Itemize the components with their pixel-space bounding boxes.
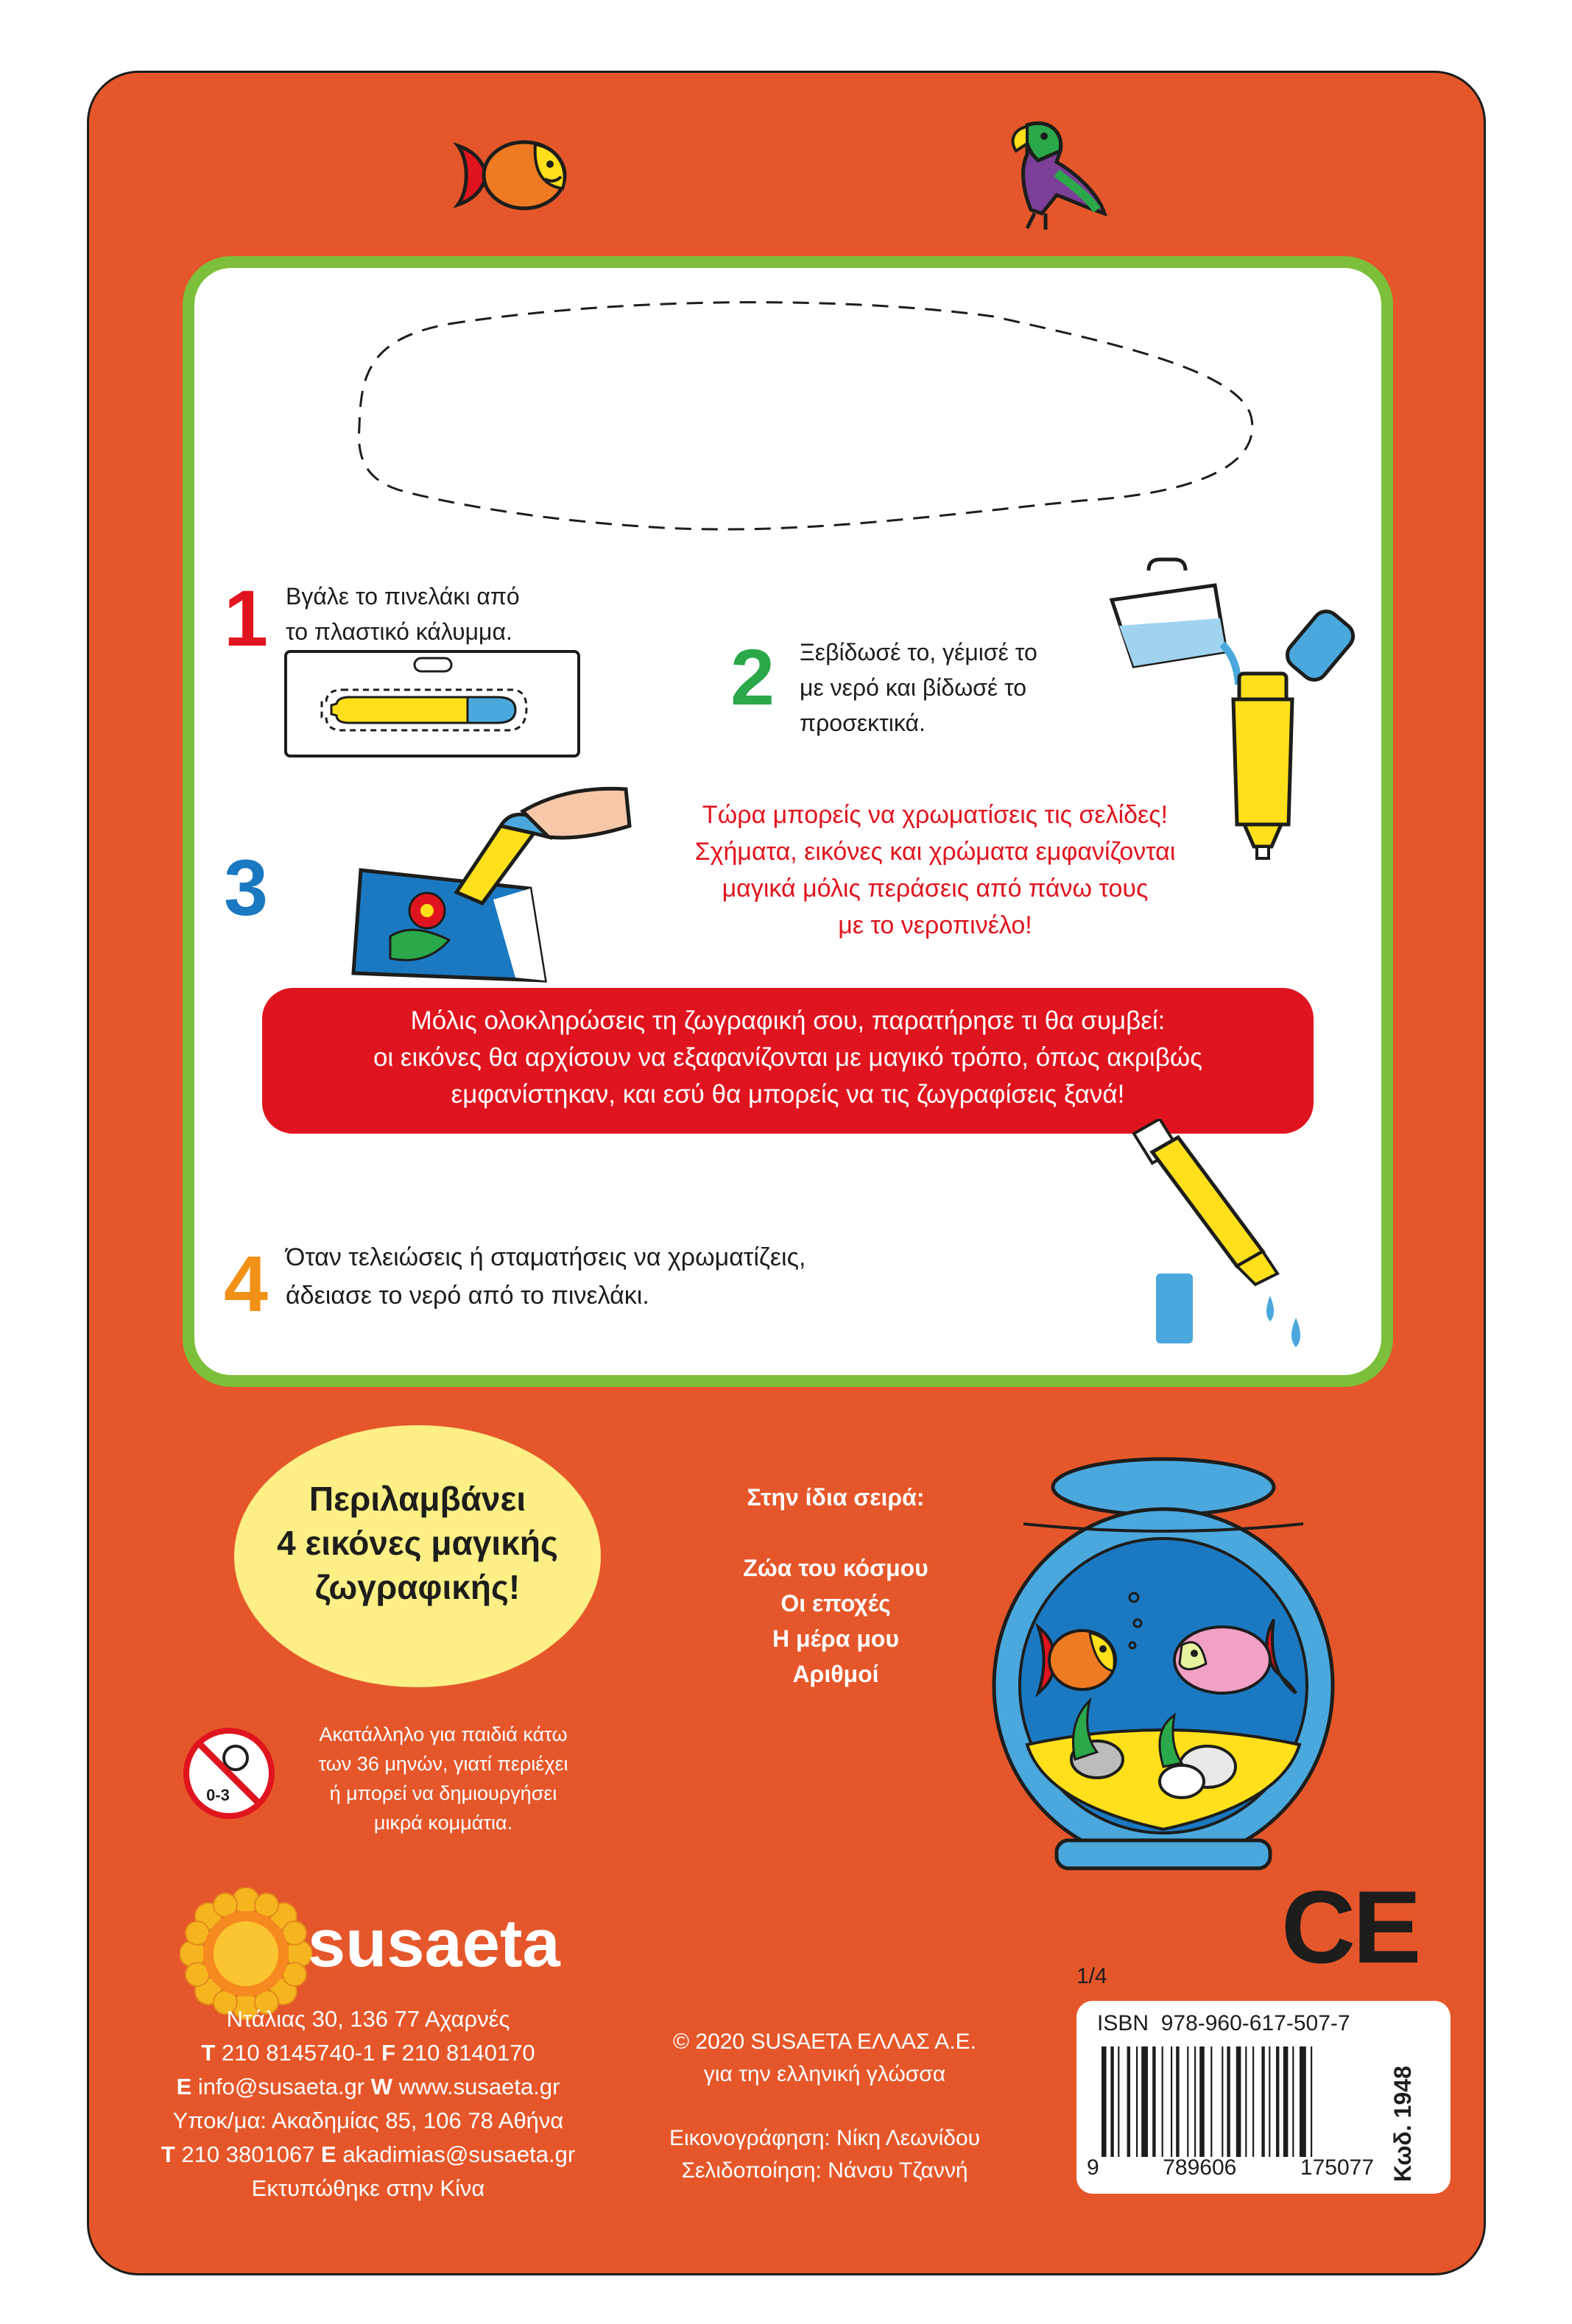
credits: Εικονογράφηση: Νίκη Λεωνίδου Σελιδοποίηση: Νάνσυ Τζαννή (669, 2126, 981, 2183)
step-2-number: 2 (730, 632, 775, 721)
barcode-bar (1162, 2046, 1163, 2157)
step-3-text: Τώρα μπορείς να χρωματίσεις τις σελίδες! Σχήματα, εικόνες και χρώματα εμφανίζονται μαγικά μόλις περάσεις από πάνω τους με το νεροπινέλο! (694, 801, 1176, 939)
barcode-bar (1176, 2046, 1179, 2157)
step-1-number: 1 (224, 573, 269, 663)
barcode-bar (1236, 2046, 1241, 2157)
barcode-digit-group: 789606 (1163, 2155, 1237, 2180)
barcode-bar (1187, 2046, 1188, 2157)
age-warning-text: Ακατάλληλο για παιδιά κάτω των 36 μηνών, γιατί περιέχει ή μπορεί να δημιουργήσει μικρά κομμάτια. (318, 1723, 568, 1834)
hand-painting-icon (346, 782, 633, 995)
step-1-text: Βγάλε το πινελάκι από το πλαστικό κάλυμμα. (286, 583, 520, 645)
emptying-brush-icon (1127, 1119, 1318, 1355)
barcode-bar (1276, 2046, 1279, 2157)
barcode (1099, 2046, 1371, 2157)
barcode-bar (1171, 2046, 1172, 2157)
barcode-bar (1194, 2046, 1196, 2157)
barcode-bar (1110, 2046, 1113, 2157)
barcode-bar (1283, 2046, 1289, 2157)
barcode-bar (1252, 2046, 1254, 2157)
sun-logo-icon (180, 1887, 312, 2020)
barcode-bar (1136, 2046, 1138, 2157)
ce-mark: CE (1281, 1869, 1419, 1985)
barcode-bar (1118, 2046, 1119, 2157)
series-title: Αριθμοί (792, 1661, 879, 1687)
notice-box: Μόλις ολοκληρώσεις τη ζωγραφική σου, παρατήρησε τι θα συμβεί: οι εικόνες θα αρχίσουν να εξαφανίζονται με μαγικό τρόπο, όπως ακριβώς εμφανίστηκαν, και εσύ θα μπορείς να τις ζωγραφίσεις ξανά! (262, 988, 1314, 1134)
barcode-bar (1245, 2046, 1247, 2157)
barcode-bar (1102, 2046, 1107, 2157)
barcode-bar (1311, 2046, 1312, 2157)
barcode-bar (1261, 2046, 1264, 2157)
brush-package-icon (283, 649, 582, 760)
step-3-number: 3 (224, 843, 269, 932)
series-title: Οι εποχές (780, 1590, 891, 1617)
barcode-digit-group: 175077 (1300, 2155, 1374, 2180)
barcode-bar (1141, 2046, 1148, 2157)
series-list (648, 1480, 1023, 1692)
barcode-digit-group: 9 (1087, 2155, 1099, 2180)
barcode-bar (1222, 2046, 1223, 2157)
dashed-cutout-outline (346, 280, 1266, 559)
step-4-text: Όταν τελειώσεις ή σταματήσεις να χρωματίζεις, άδειασε το νερό από το πινελάκι. (286, 1243, 806, 1310)
publisher-name: susaeta (308, 1906, 560, 1981)
product-code: Κωδ. 1948 (1389, 2066, 1416, 2182)
series-title: Η μέρα μου (772, 1625, 900, 1652)
fishbowl-icon (987, 1450, 1340, 1885)
publisher-address: Ντάλιας 30, 136 77 Αχαρνές T 210 8145740-1 F 210 8140170 E info@susaeta.gr W www.susaeta.gr Υποκ/μα: Ακαδημίας 85, 106 78 Αθήνα T 210 3801067 E akadimias@susaeta.gr Εκτυπώθηκε στην Κίνα (161, 2006, 576, 2201)
isbn-label: ISBN (1097, 2011, 1149, 2035)
water-jug-icon (1104, 556, 1252, 688)
age-warning-icon (183, 1727, 275, 1820)
contents-badge: Περιλαμβάνει 4 εικόνες μαγικής ζωγραφικής! (234, 1425, 601, 1687)
parrot-icon (987, 110, 1112, 236)
barcode-bar (1127, 2046, 1130, 2157)
series-heading: Στην ίδια σειρά: (747, 1484, 925, 1511)
isbn-barcode-box (1076, 2001, 1451, 2194)
fish-icon (451, 131, 576, 219)
barcode-bar (1269, 2046, 1270, 2157)
isbn-value: 978-960-617-507-7 (1160, 2011, 1350, 2035)
step-2-text: Ξεβίδωσέ το, γέμισέ το με νερό και βίδωσέ το προσεκτικά. (800, 639, 1037, 736)
barcode-bar (1300, 2046, 1306, 2157)
barcode-bar (1199, 2046, 1205, 2157)
series-title: Ζώα του κόσμου (743, 1555, 928, 1581)
volume-number: 1/4 (1076, 1964, 1107, 1988)
barcode-bar (1210, 2046, 1212, 2157)
barcode-bar (1227, 2046, 1230, 2157)
barcode-bar (1152, 2046, 1155, 2157)
age-warning-label: 0-3 (206, 1786, 230, 1804)
step-4-number: 4 (224, 1239, 269, 1328)
copyright-notice: © 2020 SUSAETA ΕΛΛΑΣ Α.Ε. για την ελληνική γλώσσα (672, 2030, 977, 2086)
barcode-bar (1292, 2046, 1294, 2157)
